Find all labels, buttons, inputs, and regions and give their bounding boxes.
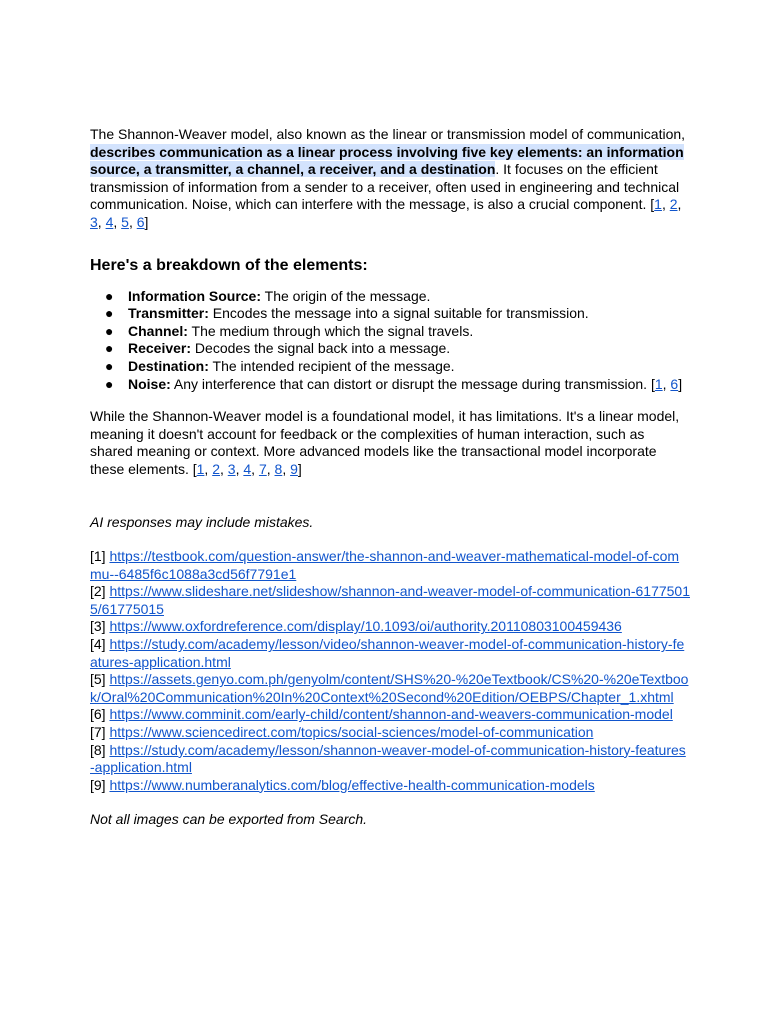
reference-link[interactable]: https://testbook.com/question-answer/the-shannon-and-weaver-mathematical-model-of-commu--6485f6c1088a3cd56f7791e1: [90, 548, 680, 582]
reference-number: [9]: [90, 776, 106, 793]
reference-link[interactable]: https://www.oxfordreference.com/display/10.1093/oi/authority.20110803100459436: [109, 618, 622, 635]
reference-item: [90, 706, 690, 724]
element-desc: The origin of the message.: [261, 287, 431, 304]
citation-link[interactable]: 3: [227, 460, 236, 477]
reference-number: [3]: [90, 618, 106, 635]
limitations-text: While the Shannon-Weaver model is a foundational model, it has limitations. It's a linear model, meaning it doesn't account for feedback or the complexities of human interaction, such as shared meaning or context. More advanced models like the transactional model incorporate these elements.: [90, 408, 680, 477]
element-desc: Encodes the message into a signal suitable for transmission.: [208, 305, 589, 322]
citation-link[interactable]: 6: [670, 375, 679, 392]
reference-number: [7]: [90, 724, 106, 741]
element-term: Information Source:: [128, 287, 262, 304]
intro-paragraph: [90, 126, 690, 232]
bullet-icon: ●: [105, 375, 114, 392]
reference-number: [1]: [90, 548, 106, 565]
bullet-icon: ●: [105, 305, 114, 322]
reference-item: [90, 636, 690, 671]
bullet-icon: ●: [105, 357, 114, 374]
reference-link[interactable]: https://study.com/academy/lesson/shannon-weaver-model-of-communication-history-features-application.html: [90, 741, 686, 776]
bullet-icon: ●: [105, 287, 114, 304]
intro-highlight: describes communication as a linear process involving five key elements: an information source, a transmitter, a channel, a receiver, and a destination: [90, 143, 684, 178]
reference-number: [5]: [90, 671, 106, 688]
reference-number: [4]: [90, 636, 106, 653]
element-desc: The intended recipient of the message.: [208, 357, 455, 374]
bullet-icon: ●: [105, 340, 114, 357]
list-item: [90, 323, 690, 341]
list-item: [90, 305, 690, 323]
reference-link[interactable]: https://www.slideshare.net/slideshow/shannon-and-weaver-model-of-communication-61775015/61775015: [90, 583, 690, 617]
reference-item: [90, 548, 690, 583]
elements-list: [90, 288, 690, 394]
citation-link[interactable]: 1: [654, 375, 663, 392]
element-term: Transmitter:: [128, 305, 209, 322]
ai-disclaimer: AI responses may include mistakes.: [90, 513, 314, 530]
element-term: Noise:: [128, 375, 171, 392]
reference-item: [90, 742, 690, 777]
reference-link[interactable]: https://www.sciencedirect.com/topics/social-sciences/model-of-communication: [109, 724, 594, 741]
reference-number: [6]: [90, 706, 106, 723]
intro-citations: [1, 2, 3, 4, 5, 6]: [90, 196, 682, 230]
citation-link[interactable]: 5: [121, 213, 129, 230]
citation-link[interactable]: 1: [196, 460, 205, 477]
reference-link[interactable]: https://study.com/academy/lesson/video/shannon-weaver-model-of-communication-history-features-application.html: [90, 636, 685, 670]
reference-item: [90, 618, 690, 636]
reference-item: [90, 671, 690, 706]
list-item: [90, 358, 690, 376]
reference-number: [2]: [90, 583, 106, 600]
export-note: Not all images can be exported from Search.: [90, 811, 368, 828]
reference-link[interactable]: https://www.numberanalytics.com/blog/effective-health-communication-models: [109, 776, 595, 793]
reference-number: [8]: [90, 741, 106, 758]
reference-link[interactable]: https://www.comminit.com/early-child/content/shannon-and-weavers-communication-model: [109, 706, 673, 723]
reference-link[interactable]: https://assets.genyo.com.ph/genyolm/content/SHS%20-%20eTextbook/CS%20-%20eTextbook/Oral%20Communication%20In%20Context%20Second%20Edition/OEBPS/Chapter_1.xhtml: [90, 671, 689, 705]
document-page: [90, 126, 690, 829]
reference-item: [90, 777, 690, 795]
references-list: [90, 548, 690, 794]
reference-item: [90, 583, 690, 618]
intro-rest: . It focuses on the efficient transmission of information from a sender to a receiver, often used in engineering and technical communication. Noise, which can interfere with the message, is also a crucial component.: [90, 161, 680, 213]
element-term: Destination:: [128, 357, 209, 374]
breakdown-heading: Here's a breakdown of the elements:: [90, 256, 368, 274]
bullet-icon: ●: [105, 322, 114, 339]
element-desc: The medium through which the signal travels.: [187, 322, 474, 339]
citation-link[interactable]: 6: [136, 213, 145, 230]
reference-item: [90, 724, 690, 742]
citation-link[interactable]: 1: [654, 196, 662, 213]
citation-link[interactable]: 2: [669, 196, 678, 213]
citation-link[interactable]: 4: [105, 213, 114, 230]
noise-citations: [1, 6]: [650, 375, 683, 392]
element-desc: Decodes the signal back into a message.: [191, 340, 451, 357]
citation-link[interactable]: 4: [243, 460, 252, 477]
element-term: Channel:: [128, 322, 188, 339]
citation-link[interactable]: 2: [212, 460, 220, 477]
element-term: Receiver:: [128, 340, 192, 357]
limitations-paragraph: [90, 408, 690, 478]
citation-link[interactable]: 9: [290, 460, 298, 477]
list-item: [90, 288, 690, 306]
citation-link[interactable]: 8: [274, 460, 283, 477]
citation-link[interactable]: 3: [90, 213, 98, 230]
list-item: [90, 340, 690, 358]
citation-link[interactable]: 7: [258, 460, 267, 477]
limitations-citations: [1, 2, 3, 4, 7, 8, 9]: [192, 460, 302, 477]
element-desc: Any interference that can distort or disrupt the message during transmission.: [170, 375, 651, 392]
list-item: [90, 376, 690, 394]
intro-lead: The Shannon-Weaver model, also known as the linear or transmission model of communication,: [90, 126, 686, 142]
